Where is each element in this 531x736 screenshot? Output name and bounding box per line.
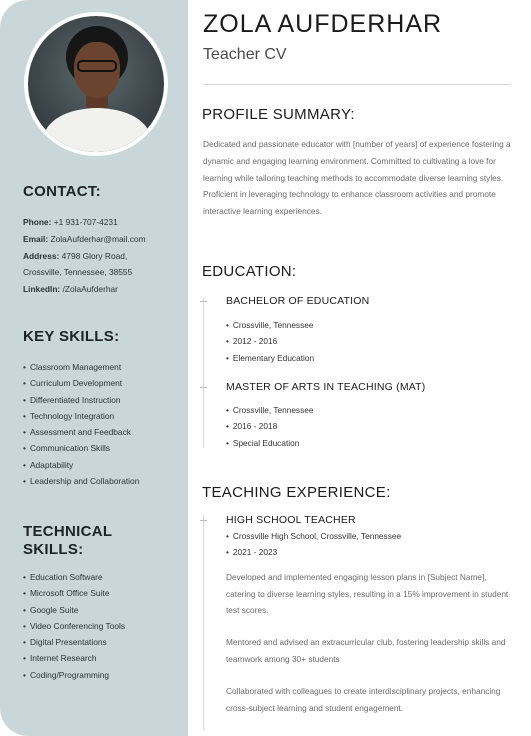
list-item: • Curriculum Development	[23, 375, 139, 391]
email-value[interactable]: ZolaAufderhar@mail.com	[50, 234, 146, 244]
list-item: • Communication Skills	[23, 440, 139, 456]
email-label: Email:	[23, 234, 49, 244]
technical-skills-heading	[23, 523, 112, 559]
profile-summary-text: Dedicated and passionate educator with [number of years] of experience fostering a dynamic and engaging learning environment. Committed to cultivating a love for learning while tailoring teaching methods to accommodate diverse learning styles. Proficient in leveraging technology to enhance classroom activities and promote interactive learning experiences.	[203, 139, 511, 217]
list-item: • Crossville, Tennessee	[226, 402, 313, 418]
experience-timeline	[203, 515, 204, 730]
list-item: • Elementary Education	[226, 350, 314, 366]
education-timeline	[203, 298, 204, 448]
list-item: • 2012 - 2016	[226, 333, 314, 349]
timeline-marker	[200, 301, 207, 302]
list-item: • Assessment and Feedback	[23, 424, 139, 440]
profile-photo	[24, 12, 168, 156]
candidate-name: ZOLA AUFDERHAR	[203, 10, 443, 38]
key-skills-heading: KEY SKILLS:	[23, 328, 120, 345]
education-title: MASTER OF ARTS IN TEACHING (MAT)	[226, 381, 426, 393]
list-item: • Internet Research	[23, 650, 125, 666]
phone-label: Phone:	[23, 217, 52, 227]
job-description: Collaborated with colleagues to create interdisciplinary projects, enhancing cross-subject learning and student engagement.	[226, 686, 501, 713]
contact-phone	[23, 214, 118, 231]
list-item: • Crossville, Tennessee	[226, 317, 314, 333]
contact-heading: CONTACT:	[23, 183, 101, 200]
header-divider	[203, 84, 511, 85]
list-item: • Education Software	[23, 569, 125, 585]
education-details	[226, 317, 314, 366]
list-item: • Leadership and Collaboration	[23, 473, 139, 489]
education-heading: EDUCATION:	[202, 263, 297, 280]
address-label: Address:	[23, 251, 60, 261]
list-item: • 2021 - 2023	[226, 544, 401, 560]
phone-value: +1 931-707-4231	[53, 217, 118, 227]
technical-skills-list	[23, 569, 125, 683]
key-skills-list	[23, 359, 139, 489]
list-item: • 2016 - 2018	[226, 418, 313, 434]
experience-heading: TEACHING EXPERIENCE:	[202, 484, 391, 501]
job-title: HIGH SCHOOL TEACHER	[226, 514, 356, 526]
list-item: • Coding/Programming	[23, 667, 125, 683]
list-item: • Technology Integration	[23, 408, 139, 424]
list-item: • Differentiated Instruction	[23, 392, 139, 408]
contact-email	[23, 231, 146, 248]
job-details	[226, 528, 401, 561]
list-item: • Microsoft Office Suite	[23, 585, 125, 601]
job-description: Mentored and advised an extracurricular club, fostering leadership skills and teamwork among 30+ students	[226, 637, 506, 664]
candidate-role: Teacher CV	[203, 46, 287, 63]
list-item: • Crossville High School, Crossville, Tennessee	[226, 528, 401, 544]
address-line1: 4798 Glory Road,	[61, 251, 128, 261]
linkedin-label: LinkedIn:	[23, 284, 61, 294]
timeline-marker	[200, 387, 207, 388]
list-item: • Digital Presentations	[23, 634, 125, 650]
contact-address	[23, 248, 127, 265]
linkedin-value[interactable]: /ZolaAufderhar	[62, 284, 118, 294]
profile-photo-image	[28, 16, 164, 152]
contact-address-line2: Crossville, Tennessee, 38555	[23, 267, 133, 277]
education-title: BACHELOR OF EDUCATION	[226, 295, 370, 307]
list-item: • Classroom Management	[23, 359, 139, 375]
timeline-marker	[200, 520, 207, 521]
list-item: • Special Education	[226, 435, 313, 451]
profile-summary-heading: PROFILE SUMMARY:	[202, 106, 355, 123]
list-item: • Google Suite	[23, 602, 125, 618]
list-item: • Video Conferencing Tools	[23, 618, 125, 634]
education-details	[226, 402, 313, 451]
job-description: Developed and implemented engaging lesson plans in [Subject Name], catering to diverse learning styles, resulting in a 15% improvement in student test scores.	[226, 572, 509, 615]
technical-heading-line2: SKILLS:	[23, 541, 84, 558]
contact-linkedin	[23, 281, 118, 298]
list-item: • Adaptability	[23, 457, 139, 473]
technical-heading-line1: TECHNICAL	[23, 523, 113, 540]
